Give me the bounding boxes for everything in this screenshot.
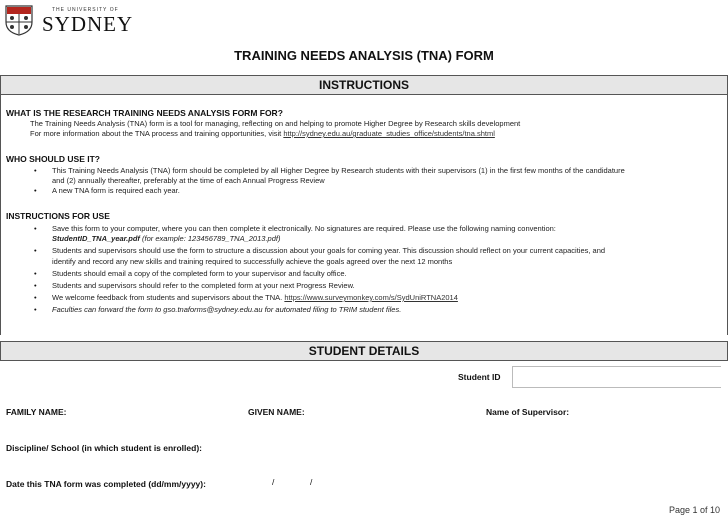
bullet-icon: • <box>34 305 37 314</box>
student-details-title: STUDENT DETAILS <box>308 344 420 358</box>
who-heading: WHO SHOULD USE IT? <box>6 154 100 164</box>
bullet-icon: • <box>34 269 37 278</box>
logo-wordmark: SYDNEY <box>42 12 134 36</box>
page-title: TRAINING NEEDS ANALYSIS (TNA) FORM <box>234 48 494 63</box>
university-logo <box>4 2 134 36</box>
family-name-label: FAMILY NAME: <box>6 407 67 417</box>
instr-bullet-4: Students and supervisors should refer to the completed form at your next Progress Review. <box>52 281 355 290</box>
who-bullet-1-line-2: and (2) annually thereafter, preferably at the time of each Annual Progress Review <box>52 176 325 185</box>
survey-link[interactable]: https://www.surveymonkey.com/s/SydUniRTNA2014 <box>284 293 458 302</box>
bullet-icon: • <box>34 246 37 255</box>
instr-bullet-2-line-2: identify and record any new skills and training required to successfully achieve the goals agreed over the next 12 months <box>52 257 453 266</box>
discipline-label: Discipline/ School (in which student is enrolled): <box>6 443 202 453</box>
what-line-1: The Training Needs Analysis (TNA) form is a tool for managing, reflecting on and helping to promote Higher Degree by Research skills development <box>30 119 521 128</box>
left-border <box>0 75 1 335</box>
date-separator-2: / <box>310 477 313 487</box>
naming-example: (for example: 123456789_TNA_2013.pdf) <box>139 234 281 243</box>
bullet-icon: • <box>34 224 37 233</box>
supervisor-label: Name of Supervisor: <box>486 407 570 417</box>
student-id-label: Student ID <box>458 372 501 382</box>
page-indicator: Page 1 of 10 <box>668 505 720 515</box>
instructions-bar-title: INSTRUCTIONS <box>319 78 409 92</box>
bullet-icon: • <box>34 166 37 175</box>
bullet-icon: • <box>34 293 37 302</box>
who-bullet-1-line-1: This Training Needs Analysis (TNA) form should be completed by all Higher Degree by Research students with their supervisors (1) in the first few months of the candidature <box>52 166 625 175</box>
what-line-2-text: For more information about the TNA process and training opportunities, visit <box>30 129 282 138</box>
logo-small-text: THE UNIVERSITY OF <box>52 7 119 13</box>
instr-bullet-3: Students should email a copy of the completed form to your supervisor and faculty office. <box>52 269 347 278</box>
crest-icon <box>4 4 34 36</box>
instr-heading: INSTRUCTIONS FOR USE <box>6 211 110 221</box>
instr-bullet-2-line-1: Students and supervisors should use the form to structure a discussion about your goals for coming year. This discussion should reflect on your current capacities, and <box>52 246 606 255</box>
feedback-text: We welcome feedback from students and supervisors about the TNA. <box>52 293 283 302</box>
left-border <box>0 341 1 361</box>
instr-bullet-1-line-1: Save this form to your computer, where you can then complete it electronically. No signatures are required. Please use the following naming convention: <box>52 224 556 233</box>
instr-bullet-6: Faculties can forward the form to gso.tnaforms@sydney.edu.au for automated filing to TRIM student files. <box>52 305 402 314</box>
date-label: Date this TNA form was completed (dd/mm/yyyy): <box>6 479 206 489</box>
what-heading: WHAT IS THE RESEARCH TRAINING NEEDS ANALYSIS FORM FOR? <box>6 108 283 118</box>
date-separator-1: / <box>272 477 275 487</box>
bullet-icon: • <box>34 281 37 290</box>
naming-convention: StudentID_TNA_year.pdf <box>52 234 140 243</box>
student-id-input[interactable] <box>512 366 721 388</box>
tna-info-link[interactable]: http://sydney.edu.au/graduate_studies_office/students/tna.shtml <box>283 129 495 138</box>
instr-bullet-5 <box>52 293 458 302</box>
who-bullet-2: A new TNA form is required each year. <box>52 186 180 195</box>
what-line-2 <box>30 129 495 138</box>
bullet-icon: • <box>34 186 37 195</box>
instructions-bar <box>0 75 728 95</box>
given-name-label: GIVEN NAME: <box>248 407 305 417</box>
student-details-bar <box>0 341 728 361</box>
instr-bullet-1-line-2 <box>52 234 280 243</box>
